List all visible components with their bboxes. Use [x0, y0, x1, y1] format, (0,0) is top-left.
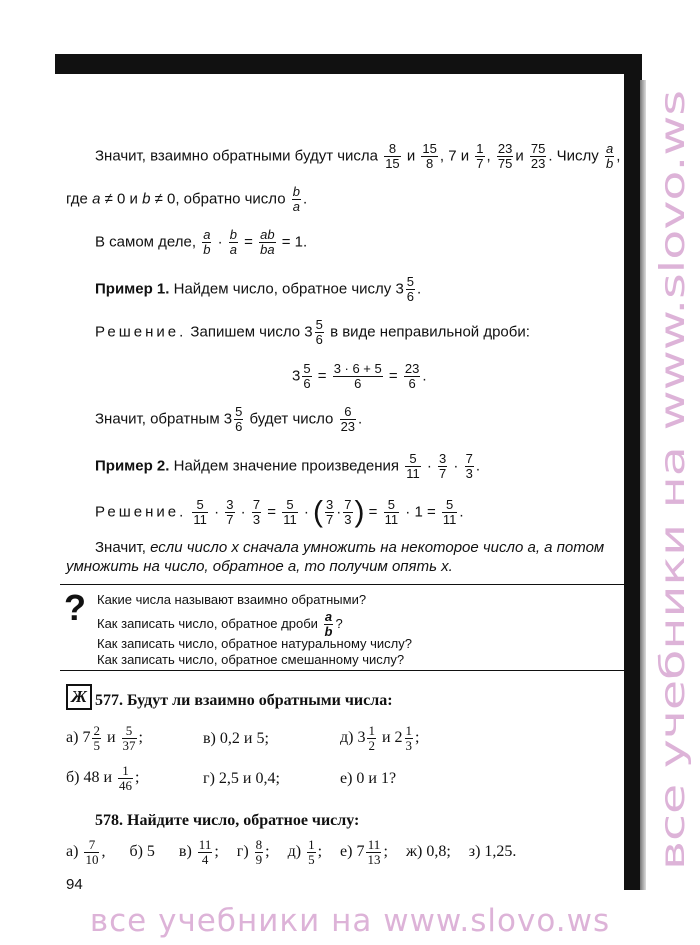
- fraction: $\frac{7}{3}$: [252, 497, 261, 527]
- text: 7: [82, 729, 91, 747]
- exercise-577-item-b: б) 48 и $\frac{1}{46}$ ;: [66, 763, 140, 793]
- fraction: $\frac{1}{46}$: [119, 763, 133, 793]
- question-2: Как записать число, обратное дроби $\frac{a}{b}$ ?: [97, 609, 343, 639]
- fraction: $\frac{2}{5}$: [93, 723, 100, 753]
- text: и: [129, 190, 138, 208]
- text: з) 1,25.: [468, 843, 517, 861]
- fraction: $\frac{7}{3}$: [465, 451, 473, 481]
- text: ж) 0,8;: [405, 843, 451, 861]
- fraction: $\frac{5}{6}$: [315, 317, 323, 347]
- text: Значит, обратным 3: [95, 410, 233, 428]
- text: Запишем число 3: [190, 323, 313, 341]
- exercise-577-item-e: е) 0 и 1?: [340, 770, 397, 787]
- side-watermark-text: все учебники на www.slovo.ws: [653, 330, 693, 870]
- fraction: $\frac{b}{a}$: [292, 184, 300, 214]
- solution-label: Решение.: [95, 323, 187, 341]
- text: д) 3: [340, 729, 366, 747]
- exercise-577-title: 577. Будут ли взаимно обратными числа:: [95, 692, 393, 709]
- fraction: $\frac{3 \cdot 6 + 5}{6}$: [333, 361, 382, 391]
- exercise-577-item-a: а) 7 $\frac{2}{5}$ и $\frac{5}{37}$ ;: [66, 723, 143, 753]
- exercise-badge: Ж: [66, 684, 92, 710]
- fraction: $\frac{5}{11}$: [442, 497, 457, 527]
- fraction: $\frac{3}{7}$: [439, 451, 447, 481]
- example-1: Пример 1. Найдем число, обратное числу 3 $\frac{5}{6}$ .: [95, 274, 422, 304]
- bottom-watermark: все учебники на www.slovo.ws: [89, 903, 611, 939]
- page-number: 94: [66, 876, 83, 893]
- divider-top: [60, 584, 631, 585]
- fraction: $\frac{3}{7}$: [326, 497, 334, 527]
- question-4: Как записать число, обратное смешанному числу?: [97, 652, 405, 667]
- conclusion-line-2: умножить на число, обратное a, то получим опять x.: [66, 558, 453, 575]
- exercise-578-items: а) $\frac{7}{10}$ , б) 5 в) $\frac{11}{4}$ ; г) $\frac{8}{9}$ ; д) $\frac{1}{5}$ ; е) 7 $\frac{11}{13}$ ; ж) 0,8; з) 1,25.: [66, 837, 517, 867]
- text: б) 48 и: [66, 769, 113, 787]
- exercise-577-item-v: в) 0,2 и 5;: [203, 730, 269, 747]
- text: г): [236, 843, 249, 861]
- text: и: [406, 147, 416, 165]
- conclusion-line-1: [95, 539, 604, 557]
- example-label: Пример 2.: [95, 457, 170, 475]
- text: Как записать число, обратное дроби: [97, 615, 318, 631]
- text: а): [66, 843, 79, 861]
- exercise-578-title: 578. Найдите число, обратное числу:: [95, 812, 360, 829]
- text: в виде неправильной дроби:: [330, 323, 530, 341]
- fraction: $\frac{6}{23}$: [340, 404, 356, 434]
- fraction: $\frac{5}{6}$: [303, 361, 311, 391]
- text: где: [66, 190, 88, 208]
- question-1: Какие числа называют взаимно обратными?: [97, 592, 367, 607]
- fraction: $\frac{5}{11}$: [384, 497, 399, 527]
- text: д): [287, 843, 302, 861]
- fraction: $\frac{7}{10}$: [85, 837, 99, 867]
- rule-text: если число x сначала умножить на некоторое число a, а потом: [150, 539, 605, 556]
- fraction: $\frac{1}{7}$: [476, 141, 484, 171]
- fraction: $\frac{5}{11}$: [283, 497, 297, 527]
- fraction: $\frac{15}{8}$: [422, 141, 437, 171]
- paragraph-result-1: Значит, обратным 3 $\frac{5}{6}$ будет число $\frac{6}{23}$ .: [95, 404, 363, 434]
- fraction: $\frac{8}{9}$: [255, 837, 263, 867]
- text: е) 7: [340, 843, 365, 861]
- text: Значит, взаимно обратными будут числа: [95, 147, 379, 165]
- text: В самом деле,: [95, 233, 197, 251]
- fraction: $\frac{1}{2}$: [368, 723, 375, 753]
- divider-bottom: [60, 670, 631, 671]
- fraction: $\frac{1}{5}$: [308, 837, 315, 867]
- fraction: $\frac{7}{3}$: [344, 497, 352, 527]
- fraction: $\frac{23}{6}$: [404, 361, 420, 391]
- text: б) 5: [129, 843, 155, 861]
- solution-1: [95, 318, 530, 347]
- example-label: Пример 1.: [95, 280, 170, 298]
- text: и 2: [381, 729, 403, 747]
- text: и: [106, 729, 116, 747]
- text: , обратно число: [175, 190, 286, 208]
- text: Найдем число, обратное числу 3: [173, 280, 404, 298]
- fraction: $\frac{23}{75}$: [497, 141, 513, 171]
- paragraph-proof: В самом деле, $\frac{a}{b}$ · $\frac{b}{a}$ = $\frac{ab}{ba}$ = 1.: [95, 227, 308, 257]
- fraction: $\frac{3}{7}$: [226, 497, 234, 527]
- exercise-577-item-d: д) 3 $\frac{1}{2}$ и 2 $\frac{1}{3}$ ;: [340, 723, 420, 753]
- fraction: $\frac{b}{a}$: [229, 227, 237, 257]
- exercise-577-item-g: г) 2,5 и 0,4;: [203, 770, 280, 787]
- side-watermark: [640, 80, 698, 880]
- text: Значит,: [95, 539, 146, 556]
- fraction: $\frac{11}{4}$: [198, 837, 212, 867]
- fraction: $\frac{5}{11}$: [193, 497, 207, 527]
- fraction: $\frac{5}{37}$: [122, 723, 136, 753]
- fraction: $\frac{5}{11}$: [406, 451, 420, 481]
- example-2: Пример 2. Найдем значение произведения $\frac{5}{11}$ · $\frac{3}{7}$ · $\frac{7}{3}$ .: [95, 451, 481, 481]
- text: будет число: [249, 410, 334, 428]
- paragraph-condition: где a ≠ 0 и b ≠ 0, обратно число $\frac{b}{a}$ .: [66, 184, 308, 214]
- solution-2: Решение. $\frac{5}{11}$ · $\frac{3}{7}$ · $\frac{7}{3}$ = $\frac{5}{11}$ · ( $\frac{3}{7}$ · $\frac{7}{3}$ ) = $\frac{5}{11}$ · 1 = $\frac{5}{11}$ .: [95, 495, 464, 529]
- fraction: $\frac{a}{b}$: [324, 609, 333, 639]
- question-mark-icon: ?: [64, 587, 86, 628]
- text: Найдем значение произведения: [173, 457, 400, 475]
- top-border-bar: [55, 54, 630, 74]
- fraction: $\frac{ab}{ba}$: [260, 227, 275, 257]
- text: в): [178, 843, 192, 861]
- solution-label: Решение.: [95, 503, 187, 521]
- text: . Числу: [548, 147, 599, 165]
- fraction: $\frac{a}{b}$: [203, 227, 211, 257]
- text: , 7 и: [439, 147, 470, 165]
- fraction: $\frac{1}{3}$: [405, 723, 413, 753]
- fraction: $\frac{75}{23}$: [530, 141, 546, 171]
- fraction: $\frac{a}{b}$: [605, 141, 614, 171]
- text: а): [66, 729, 79, 747]
- question-3: Как записать число, обратное натуральному числу?: [97, 636, 413, 651]
- fraction: $\frac{5}{6}$: [235, 404, 243, 434]
- paragraph-reciprocal-examples: Значит, взаимно обратными будут числа $\frac{8}{15}$ и $\frac{15}{8}$ , 7 и $\frac{1}{7}$ , $\frac{23}{75}$ и $\frac{75}{23}$ . Числу $\frac{a}{b}$ ,: [95, 141, 621, 171]
- formula-improper-fraction: 3 $\frac{5}{6}$ = $\frac{3 \cdot 6 + 5}{6}$ = $\frac{23}{6}$ .: [292, 361, 427, 391]
- fraction: $\frac{8}{15}$: [385, 141, 400, 171]
- fraction: $\frac{5}{6}$: [406, 274, 415, 304]
- fraction: $\frac{11}{13}$: [367, 837, 381, 867]
